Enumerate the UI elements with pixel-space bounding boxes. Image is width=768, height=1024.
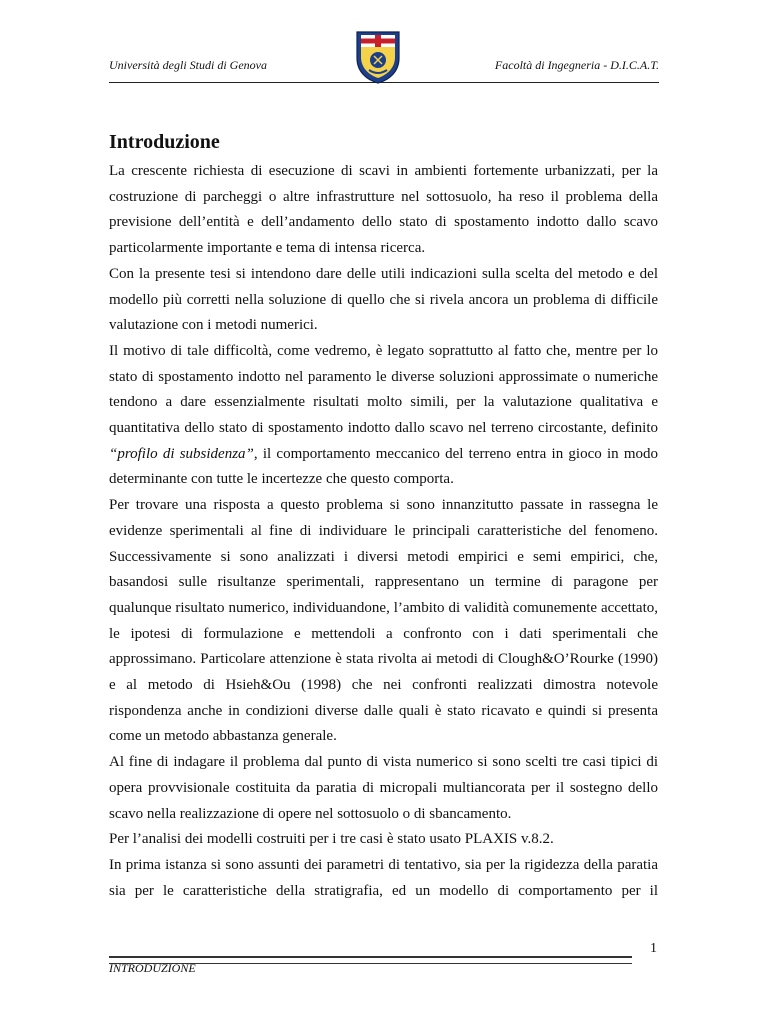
emphasized-term: “profilo di subsidenza” [109,445,254,462]
paragraph: Per l’analisi dei modelli costruiti per i tre casi è stato usato PLAXIS v.8.2. [109,831,554,848]
paragraph-text: , il comportamento meccanico del terreno entra in gioco in modo determinante con tutte le incertezze che questo comporta. [109,445,658,488]
header-university: Università degli Studi di Genova [109,58,267,72]
paragraph: In prima istanza si sono assunti dei parametri di tentativo, sia per la rigidezza della paratia sia per le caratteristiche della stratigrafia, ed un modello di comportamento per il [109,856,658,899]
footer-chapter-label: INTRODUZIONE [109,961,196,975]
paragraph: Al fine di indagare il problema dal punto di vista numerico si sono scelti tre casi tipici di opera provvisionale costituita da paratia di micropali multiancorata per il sostegno dello scavo nella realizzazione di opere nel sottosuolo o di sbancamento. [109,754,658,822]
page-number: 1 [650,941,657,956]
paragraph [109,339,658,493]
body-text [109,159,658,904]
paragraph-text: Il motivo di tale difficoltà, come vedremo, è legato soprattutto al fatto che, mentre per lo stato di spostamento indotto nel paramento le diverse soluzioni approssimate o numeriche tendono a dare essenzialmente risultati molto simili, per la valutazione qualitativa e quantitativa dello stato di spostamento indotto dallo scavo nel terreno circostante, definito [109,342,658,437]
section-title: Introduzione [109,131,220,153]
paragraph: Con la presente tesi si intendono dare delle utili indicazioni sulla scelta del metodo e del modello più corretti nella soluzione di quello che si rivela ancora un problema di difficile valutazione con i metodi numerici. [109,265,658,334]
university-crest-logo [355,30,401,84]
paragraph: Per trovare una risposta a questo problema si sono innanzitutto passate in rassegna le evidenze sperimentali al fine di individuare le principali caratteristiche del fenomeno. Successivamente si sono analizzati i diversi metodi empirici e semi empirici, che, basandosi sulle risultanze sperimentali, rappresentano un termine di paragone per qualunque risultato numerico, individuandone, l’ambito di validità comunemente accettato, le ipotesi di formulazione e mettendoli a confronto con i dati sperimentali che approssimano. Particolare attenzione è stata rivolta ai metodi di Clough&O’Rourke (1990) e al metodo di Hsieh&Ou (1998) che nei confronti realizzati dimostra notevole rispondenza anche in condizioni diverse dalle quali è stato ricavato e quindi si presenta come un metodo abbastanza generale. [109,497,658,745]
header-faculty: Facoltà di Ingegneria - D.I.C.A.T. [494,58,659,72]
paragraph: La crescente richiesta di esecuzione di scavi in ambienti fortemente urbanizzati, per la costruzione di parcheggi o altre infrastrutture nel sottosuolo, ha reso il problema della previsione dell’entità e dell’andamento dello stato di spostamento indotto dallo scavo particolarmente importante e tema di intensa ricerca. [109,163,658,257]
